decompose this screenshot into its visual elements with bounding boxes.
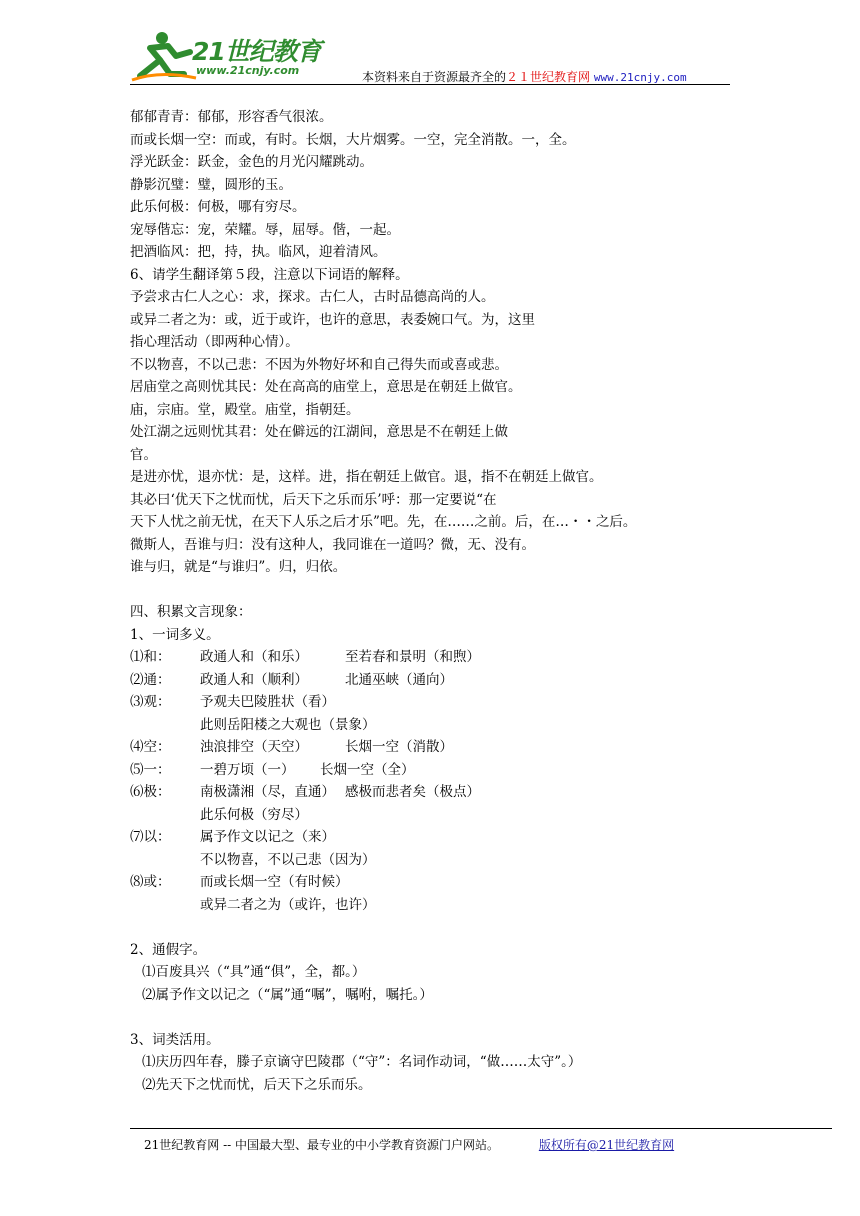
footer-text: 21世纪教育网 -- 中国最大型、最专业的中小学教育资源门户网站。 [144,1138,500,1152]
polysemy-example: 长烟一空（消散） [345,739,453,755]
text-line: 处江湖之远则忧其君：处在僻远的江湖间，意思是不在朝廷上做 [130,424,508,440]
text-line: 此乐何极：何极，哪有穷尽。 [130,199,306,215]
text-line: 指心理活动（即两种心情）。 [130,334,299,350]
polysemy-example: 感极而悲者矣（极点） [345,784,480,800]
polysemy-row [130,804,730,827]
polysemy-row [130,781,730,804]
tongjia-item: ⑵属予作文以记之（“属”通“嘱”，嘱咐，嘱托。） [142,986,433,1003]
subsection-heading: 3、词类活用。 [130,1031,220,1048]
polysemy-example: 政通人和（顺利） [200,671,308,688]
polysemy-row [130,714,730,737]
text-line: 郁郁青青：郁郁，形容香气很浓。 [130,109,333,125]
text-line: 浮光跃金：跃金，金色的月光闪耀跳动。 [130,154,373,170]
header-note-site[interactable]: ２１世纪教育网 [506,70,591,84]
logo-brand: 21世纪教育 [192,37,321,66]
text-line: 不以物喜，不以己悲：不因为外物好坏和自己得失而或喜或悲。 [130,356,508,373]
text-line: 宠辱偕忘：宠，荣耀。辱，屈辱。偕，一起。 [130,221,400,238]
text-line: 是进亦忧，退亦忧：是，这样。进，指在朝廷上做官。退，指不在朝廷上做官。 [130,469,603,485]
copyright-link[interactable]: 版权所有@21世纪教育网 [538,1138,675,1152]
polysemy-row [130,691,730,714]
text-line: 或异二者之为：或，近于或许，也许的意思，表委婉口气。为，这里 [130,311,535,328]
spacer [130,579,730,602]
polysemy-row [130,736,730,759]
polysemy-row [130,669,730,692]
section-heading: 6、请学生翻译第５段，注意以下词语的解释。 [130,266,409,283]
subsection-heading: 2、通假字。 [130,941,207,958]
text-line: 予尝求古仁人之心：求，探求。古仁人，古时品德高尚的人。 [130,289,495,305]
page-footer [144,1136,674,1153]
site-logo[interactable] [130,30,340,84]
header-note [362,68,687,85]
text-line: 天下人忧之前无忧，在天下人乐之后才乐”吧。先，在……之前。后，在…・・之后。 [130,514,637,530]
polysemy-row [130,894,730,917]
huoyong-item: ⑵先天下之忧而忧，后天下之乐而乐。 [142,1076,372,1093]
polysemy-example: 一碧万顷（一） [200,761,295,778]
text-line: 微斯人，吾谁与归：没有这种人，我同谁在一道吗？微，无、没有。 [130,536,535,553]
logo-url: www.21cnjy.com [196,64,300,77]
text-line: 居庙堂之高则忧其民：处在高高的庙堂上，意思是在朝廷上做官。 [130,379,522,395]
polysemy-example: 此乐何极（穷尽） [200,806,308,823]
header-divider [130,84,730,85]
polysemy-number: ⑵通： [130,671,171,688]
polysemy-row [130,646,730,669]
polysemy-row [130,849,730,872]
spacer [130,1006,730,1029]
polysemy-example: 而或长烟一空（有时候） [200,874,349,890]
polysemy-example: 予观夫巴陵胜状（看） [200,694,335,710]
polysemy-example: 政通人和（和乐） [200,649,308,665]
huoyong-item: ⑴庆历四年春，滕子京谪守巴陵郡（“守”：名词作动词，“做……太守”。） [142,1054,582,1070]
text-line: 庙，宗庙。堂，殿堂。庙堂，指朝廷。 [130,401,360,418]
footer-divider [130,1128,832,1129]
section-heading: 四、积累文言现象： [130,604,252,620]
polysemy-example: 至若春和景明（和煦） [345,649,480,665]
runner-icon [130,30,200,84]
text-line: 静影沉璧：璧，圆形的玉。 [130,176,292,193]
text-line: 而或长烟一空：而或，有时。长烟，大片烟雾。一空，完全消散。一，全。 [130,131,576,148]
polysemy-example: 不以物喜，不以己悲（因为） [200,851,376,868]
polysemy-example: 北通巫峡（通向） [345,671,453,688]
polysemy-example: 此则岳阳楼之大观也（景象） [200,716,376,733]
polysemy-example: 南极潇湘（尽，直通） [200,784,335,800]
page-header [130,30,730,86]
polysemy-number: ⑸一： [130,761,171,778]
subsection-heading: 1、一词多义。 [130,626,220,643]
header-note-prefix: 本资料来自于资源最齐全的 [362,70,507,84]
polysemy-row [130,759,730,782]
tongjia-item: ⑴百废具兴（“具”通“俱”，全，都。） [142,964,366,980]
polysemy-number: ⑴和： [130,649,171,665]
document-body [130,106,730,1096]
text-line: 谁与归，就是“与谁归”。归，归依。 [130,559,347,575]
polysemy-row [130,871,730,894]
polysemy-number: ⑷空： [130,739,171,755]
polysemy-row [130,826,730,849]
spacer [130,916,730,939]
polysemy-example: 浊浪排空（天空） [200,739,308,755]
polysemy-example: 属予作文以记之（来） [200,829,335,845]
polysemy-example: 长烟一空（全） [320,761,415,778]
polysemy-number: ⑺以： [130,829,171,845]
text-line: 其必曰‘优天下之忧而忧，后天下之乐而乐’呼：那一定要说“在 [130,491,497,508]
header-note-url[interactable]: www.21cnjy.com [593,71,687,84]
text-line: 官。 [130,446,157,463]
polysemy-number: ⑶观： [130,694,171,710]
polysemy-number: ⑻或： [130,874,171,890]
text-line: 把酒临风：把，持，执。临风，迎着清风。 [130,244,387,260]
polysemy-number: ⑹极： [130,784,171,800]
polysemy-example: 或异二者之为（或许，也许） [200,896,376,913]
